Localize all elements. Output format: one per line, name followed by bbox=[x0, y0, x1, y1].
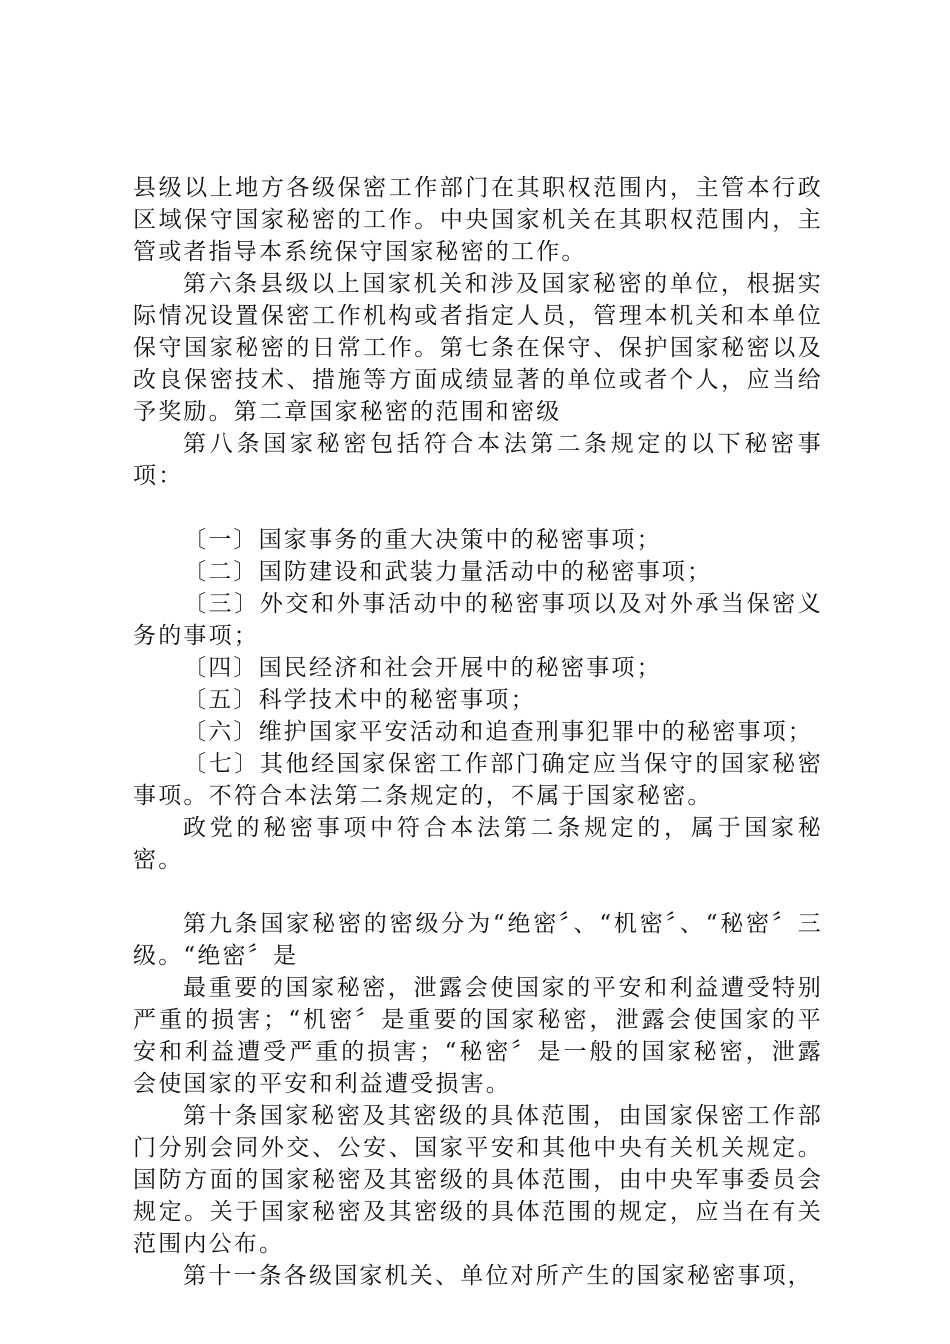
paragraph-article-8: 第八条国家秘密包括符合本法第二条规定的以下秘密事项： bbox=[133, 431, 823, 489]
paragraph-secret-levels: 最重要的国家秘密，泄露会使国家的平安和利益遭受特别严重的损害；“机密〞是重要的国家秘密，泄露会使国家的平安和利益遭受严重的损害；“秘密〞是一般的国家秘密，泄露会使国家的平安和利益遭受损害。 bbox=[133, 975, 823, 1097]
document-page bbox=[133, 172, 823, 1292]
paragraph-article-11: 第十一条各级国家机关、单位对所产生的国家秘密事项， bbox=[183, 1263, 813, 1289]
paragraph-article-6-7: 第六条县级以上国家机关和涉及国家秘密的单位，根据实际情况设置保密工作机构或者指定人员，管理本机关和本单位保守国家秘密的日常工作。第七条在保守、保护国家秘密以及改良保密技术、措施等方面成绩显著的单位或者个人，应当给予奖励。第二章国家秘密的范围和密级 bbox=[133, 271, 823, 425]
paragraph-article-10: 第十条国家秘密及其密级的具体范围，由国家保密工作部门分别会同外交、公安、国家平安和其他中央有关机关规定。国防方面的国家秘密及其密级的具体范围，由中央军事委员会规定。关于国家秘密及其密级的具体范围的规定，应当在有关范围内公布。 bbox=[133, 1103, 823, 1257]
list-item-2: 〔二〕国防建设和武装力量活动中的秘密事项； bbox=[183, 559, 713, 585]
list-item-3: 〔三〕外交和外事活动中的秘密事项以及对外承当保密义务的事项； bbox=[133, 591, 823, 649]
paragraph-article-9: 第九条国家秘密的密级分为“绝密〞、“机密〞、“秘密〞三级。“绝密〞是 bbox=[133, 911, 823, 969]
paragraph-county-level: 县级以上地方各级保密工作部门在其职权范围内，主管本行政区域保守国家秘密的工作。中央国家机关在其职权范围内，主管或者指导本系统保守国家秘密的工作。 bbox=[133, 175, 823, 265]
list-item-6: 〔六〕维护国家平安活动和追查刑事犯罪中的秘密事项； bbox=[183, 719, 813, 745]
list-item-5: 〔五〕科学技术中的秘密事项； bbox=[183, 687, 536, 713]
list-item-1: 〔一〕国家事务的重大决策中的秘密事项； bbox=[183, 527, 662, 553]
list-item-4: 〔四〕国民经济和社会开展中的秘密事项； bbox=[183, 655, 662, 681]
paragraph-party-secrets: 政党的秘密事项中符合本法第二条规定的，属于国家秘密。 bbox=[133, 815, 823, 873]
list-item-7: 〔七〕其他经国家保密工作部门确定应当保守的国家秘密事项。不符合本法第二条规定的，不属于国家秘密。 bbox=[133, 751, 823, 809]
